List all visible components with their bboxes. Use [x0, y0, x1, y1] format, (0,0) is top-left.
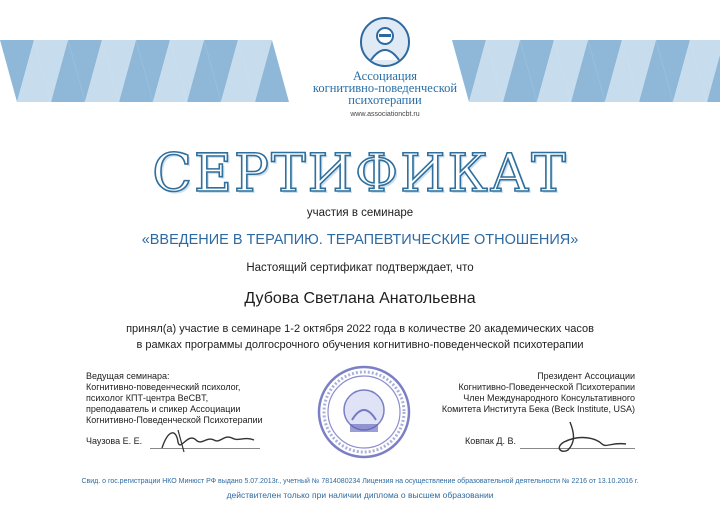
- president-signature-name: Ковпак Д. В.: [465, 436, 516, 446]
- participation-text-line1: принял(а) участие в семинаре 1-2 октября 2022 года в количестве 20 академических часов: [126, 323, 594, 335]
- president-signature: [540, 418, 630, 458]
- validity-note: действителен только при наличии диплома о высшем образовании: [226, 490, 494, 500]
- president-line: Член Международного Консультативного: [463, 393, 635, 403]
- presenter-credentials: [86, 371, 286, 426]
- presenter-line: Когнитивно-Поведенческой Психотерапии: [86, 415, 263, 425]
- presenter-line: Когнитивно-поведенческий психолог,: [86, 382, 241, 392]
- certificate-title: СЕРТИФИКАТ: [152, 144, 568, 204]
- presenter-line: преподаватель и спикер Ассоциации: [86, 404, 241, 414]
- registration-footer: Свид. о гос.регистрации НКО Минюст РФ выдано 5.07.2013г., учетный № 7814080234 Лицензия на осуществление образовательной деятельности № 2216 от 13.10.2016 г.: [81, 478, 639, 485]
- confirm-text: Настоящий сертификат подтверждает, что: [246, 262, 474, 274]
- association-name: [300, 70, 470, 106]
- association-logo-icon: [359, 16, 411, 68]
- presenter-signature: [158, 422, 258, 456]
- president-credentials: [410, 371, 635, 415]
- seminar-name: «ВВЕДЕНИЕ В ТЕРАПИЮ. ТЕРАПЕВТИЧЕСКИЕ ОТНОШЕНИЯ»: [141, 232, 579, 248]
- presenter-line: психолог КПТ-центра BeCBT,: [86, 393, 209, 403]
- association-seal-stamp: [316, 364, 412, 460]
- association-name-line1: Ассоциация: [352, 69, 418, 83]
- presenter-line: Ведущая семинара:: [86, 371, 170, 381]
- association-logo-block: [300, 16, 470, 118]
- association-name-line2: когнитивно-поведенческой: [312, 81, 458, 95]
- president-line: Когнитивно-Поведенческой Психотерапии: [458, 382, 635, 392]
- certificate-subtitle: участия в семинаре: [306, 207, 414, 219]
- recipient-name: Дубова Светлана Анатольевна: [244, 290, 476, 307]
- association-website: www.associationcbt.ru: [350, 111, 420, 118]
- participation-text-line2: в рамках программы долгосрочного обучения когнитивно-поведенческой психотерапии: [136, 339, 584, 351]
- president-line: Президент Ассоциации: [537, 371, 635, 381]
- association-name-line3: психотерапии: [348, 93, 422, 107]
- presenter-signature-name: Чаузова Е. Е.: [86, 436, 143, 446]
- president-line: Комитета Института Бека (Beck Institute, USA): [441, 404, 635, 414]
